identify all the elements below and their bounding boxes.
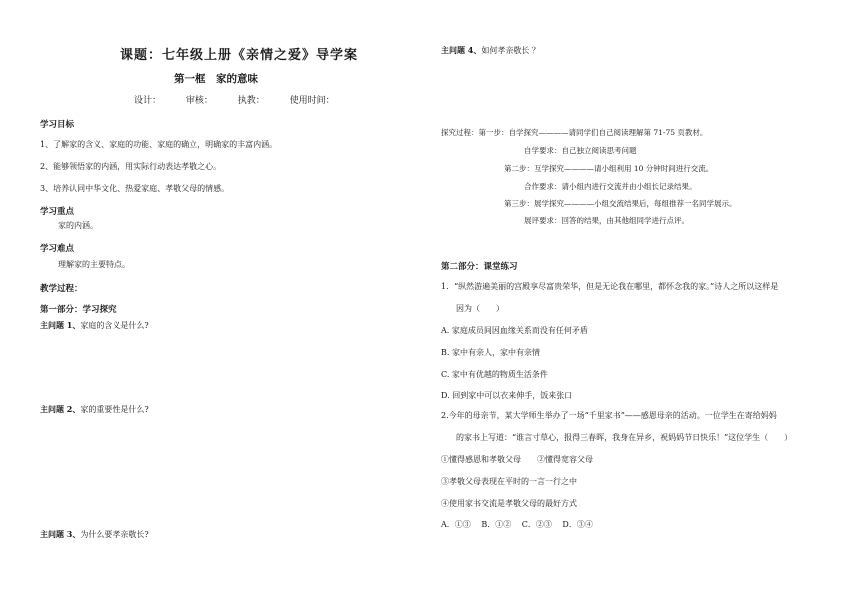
exercise-2-item: ①懂得感恩和孝敬父母 ②懂得宽容父母 bbox=[441, 455, 593, 464]
meta-design: 设计： bbox=[134, 96, 162, 106]
question-3-text: 为什么要孝亲敬长? bbox=[80, 530, 149, 539]
process-step: 探究过程：第一步：自学探究————请同学们自己阅读理解第 71-75 页教材。 bbox=[441, 128, 708, 137]
goal-item: 3、培养认同中华文化、热爱家庭、孝敬父母的情感。 bbox=[40, 184, 230, 193]
exercise-1-option: C. 家中有优越的物质生活条件 bbox=[441, 370, 548, 379]
exercise-1-option: A. 家庭成员间因血缘关系而没有任何矛盾 bbox=[441, 326, 588, 335]
process-step: 合作要求：请小组内进行交流并由小组长记录结果。 bbox=[524, 182, 697, 191]
question-2-label: 主问题 2、 bbox=[40, 404, 81, 414]
exercise-1-option: B. 家中有亲人，家中有亲情 bbox=[441, 348, 540, 357]
exercise-1-option: D. 回到家中可以衣来伸手，饭来张口 bbox=[441, 391, 573, 400]
exercise-1-stem-cont: 因为（ ） bbox=[456, 304, 504, 313]
question-2 bbox=[40, 404, 149, 415]
exercise-2-options: A．①③ B．①② C．②③ D．③④ bbox=[441, 520, 593, 529]
process-step: 第二步：互学探究————请小组利用 10 分钟时间进行交流。 bbox=[504, 164, 714, 173]
question-4-text: 如何孝亲敬长 ？ bbox=[481, 46, 540, 55]
goal-item: 1、了解家的含义、家庭的功能、家庭的确立，明确家的丰富内涵。 bbox=[40, 140, 278, 149]
difficult-text: 理解家的主要特点。 bbox=[58, 260, 130, 269]
process-heading: 教学过程： bbox=[40, 284, 83, 294]
goal-item: 2、能够领悟家的内涵，用实际行动表达孝敬之心。 bbox=[40, 162, 222, 171]
key-heading: 学习重点 bbox=[40, 207, 75, 217]
difficult-heading: 学习难点 bbox=[40, 244, 75, 254]
exercise-2-stem: 2.今年的母亲节，某大学师生举办了一场“千里家书”——感恩母亲的活动。一位学生在寄给妈妈 bbox=[441, 411, 777, 420]
exercise-2-stem-cont: 的家书上写道：“谁言寸草心，报得三春晖，我身在异乡，祝妈妈节日快乐！”这位学生（ ） bbox=[456, 433, 793, 442]
question-1-label: 主问题 1、 bbox=[40, 320, 81, 330]
exercise-2-item: ③孝敬父母表现在平时的一言一行之中 bbox=[441, 477, 577, 486]
page-title: 课题：七年级上册《亲情之爱》导学案 bbox=[120, 48, 359, 63]
question-2-text: 家的重要性是什么? bbox=[80, 405, 149, 414]
question-4-label: 主问题 4、 bbox=[441, 45, 482, 55]
meta-line bbox=[134, 93, 357, 106]
page-subtitle: 第一框 家的意味 bbox=[174, 73, 258, 85]
question-3 bbox=[40, 529, 149, 540]
goals-heading: 学习目标 bbox=[40, 120, 75, 130]
meta-teach: 执教： bbox=[237, 96, 265, 106]
exercise-2-item: ④使用家书交流是孝敬父母的最好方式 bbox=[441, 499, 577, 508]
key-text: 家的内涵。 bbox=[58, 221, 98, 230]
question-1-text: 家庭的含义是什么? bbox=[80, 321, 149, 330]
process-step: 自学要求：自己独立阅读思考问题 bbox=[524, 146, 637, 155]
exercise-1-stem: 1．“纵然游遍美丽的宫殿享尽富贵荣华，但是无论我在哪里，都怀念我的家。”诗人之所以这样是 bbox=[441, 282, 779, 291]
process-step: 第三步：展学探究————小组交流结果后，每组推荐一名同学展示。 bbox=[504, 199, 737, 208]
part2-heading: 第二部分：课堂练习 bbox=[441, 262, 518, 272]
process-step: 展评要求：回答的结果，由其他组同学进行点评。 bbox=[524, 216, 689, 225]
meta-time: 使用时间： bbox=[289, 96, 335, 106]
part1-heading: 第一部分：学习探究 bbox=[40, 305, 117, 315]
question-3-label: 主问题 3、 bbox=[40, 529, 81, 539]
meta-review: 审核： bbox=[185, 96, 213, 106]
question-4 bbox=[441, 45, 540, 56]
question-1 bbox=[40, 320, 149, 331]
